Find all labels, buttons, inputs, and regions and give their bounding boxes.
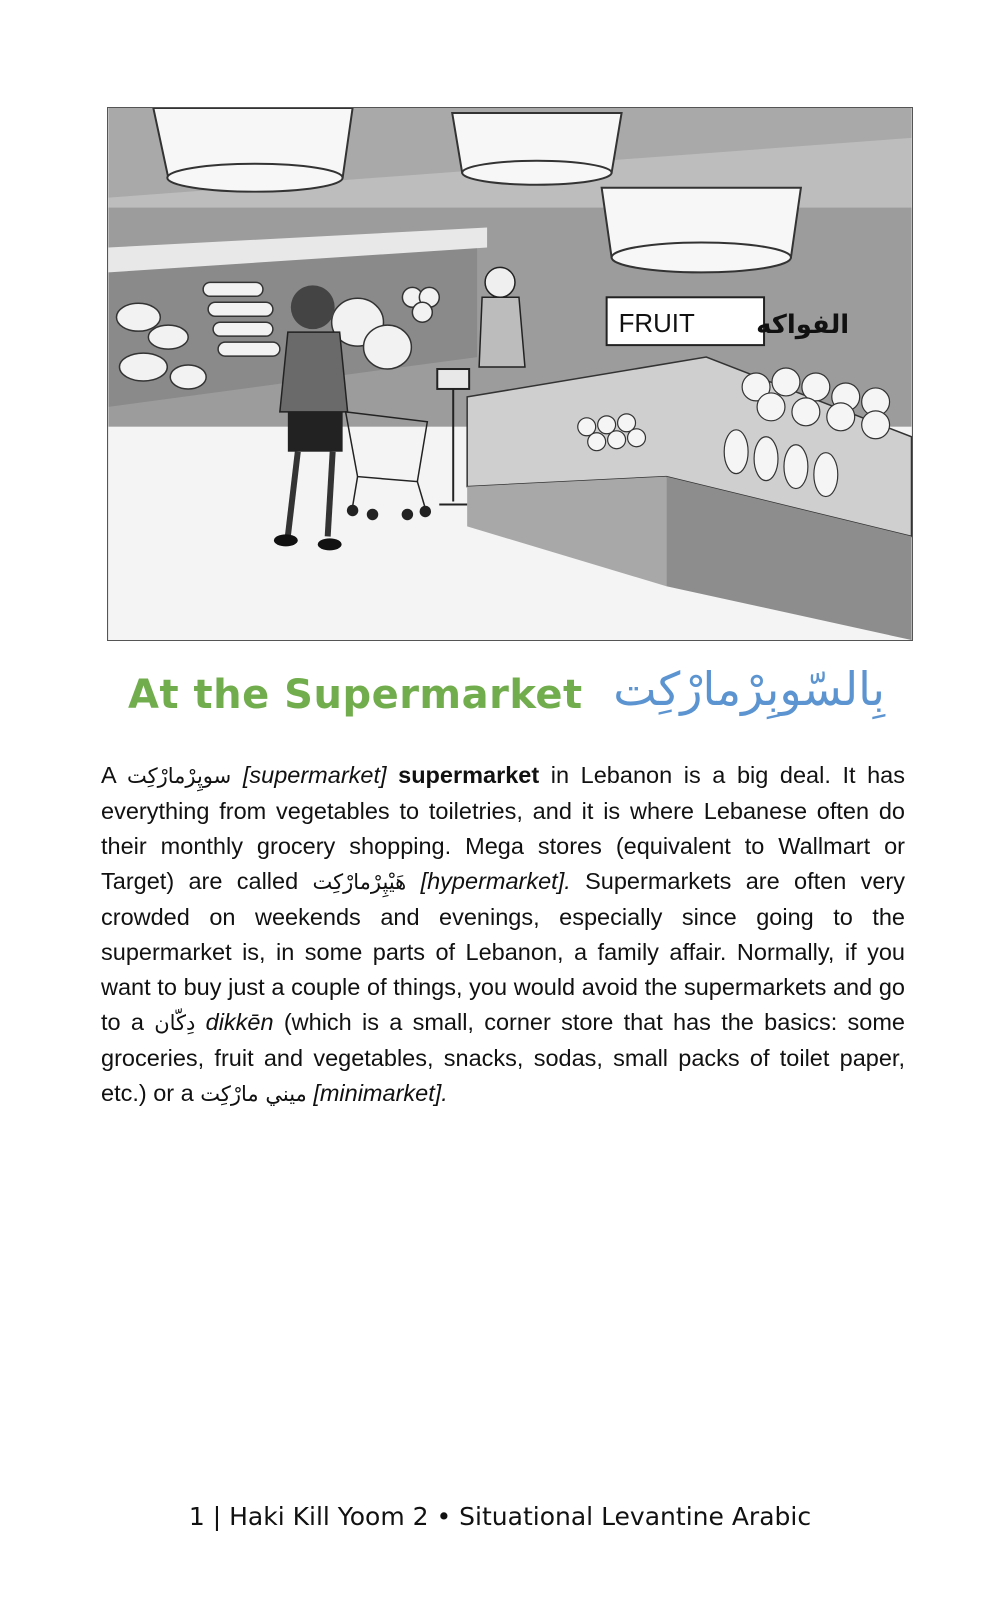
arabic-term-supermarket: سوپِرْمارْكِت bbox=[126, 764, 232, 788]
body-paragraph bbox=[101, 758, 905, 1112]
arabic-term-minimarket: ميني مارْكِت bbox=[200, 1082, 307, 1106]
page-footer: 1 | Haki Kill Yoom 2 • Situational Levantine Arabic bbox=[188, 1502, 812, 1531]
text-run: in Lebanon is a big deal. It has everything from vegetables to toiletries, and it is where Lebanese often do their monthly grocery shopping. Mega stores (equivalent to Wallmart or Target) are called bbox=[101, 762, 905, 894]
text-run bbox=[231, 762, 243, 788]
bold-term-supermarket: supermarket bbox=[398, 762, 540, 788]
text-run bbox=[387, 762, 399, 788]
text-run bbox=[195, 1009, 205, 1035]
text-run: (which is a small, corner store that has the basics: some groceries, fruit and vegetables, snacks, sodas, small packs of toilet paper, etc.) or a bbox=[101, 1009, 905, 1106]
text-run bbox=[406, 868, 420, 894]
arabic-term-hypermarket: هَيْپِرْمارْكِت bbox=[312, 870, 407, 894]
text-run: Supermarkets are often very crowded on weekends and evenings, especially since going to the supermarket is, in some parts of Lebanon, a family affair. Normally, if you want to buy just a couple of things, you would avoid the supermarkets and go to a bbox=[101, 868, 905, 1035]
sign-label-en: FRUIT bbox=[618, 310, 695, 339]
gloss-hypermarket: [hypermarket]. bbox=[420, 868, 571, 894]
gloss-supermarket: [supermarket] bbox=[242, 762, 387, 788]
section-title-english: At the Supermarket bbox=[128, 672, 583, 718]
sign-label-ar: الفواكه bbox=[756, 310, 850, 341]
arabic-term-dikken: دِكّان bbox=[154, 1011, 196, 1035]
transliteration-dikken: dikkēn bbox=[205, 1009, 274, 1035]
text-run: A bbox=[101, 762, 127, 788]
supermarket-scene bbox=[108, 108, 912, 640]
section-title-arabic: بِالسّوبِرْمارْكِت bbox=[613, 662, 885, 716]
supermarket-illustration bbox=[107, 107, 913, 641]
gloss-minimarket: [minimarket]. bbox=[313, 1080, 448, 1106]
